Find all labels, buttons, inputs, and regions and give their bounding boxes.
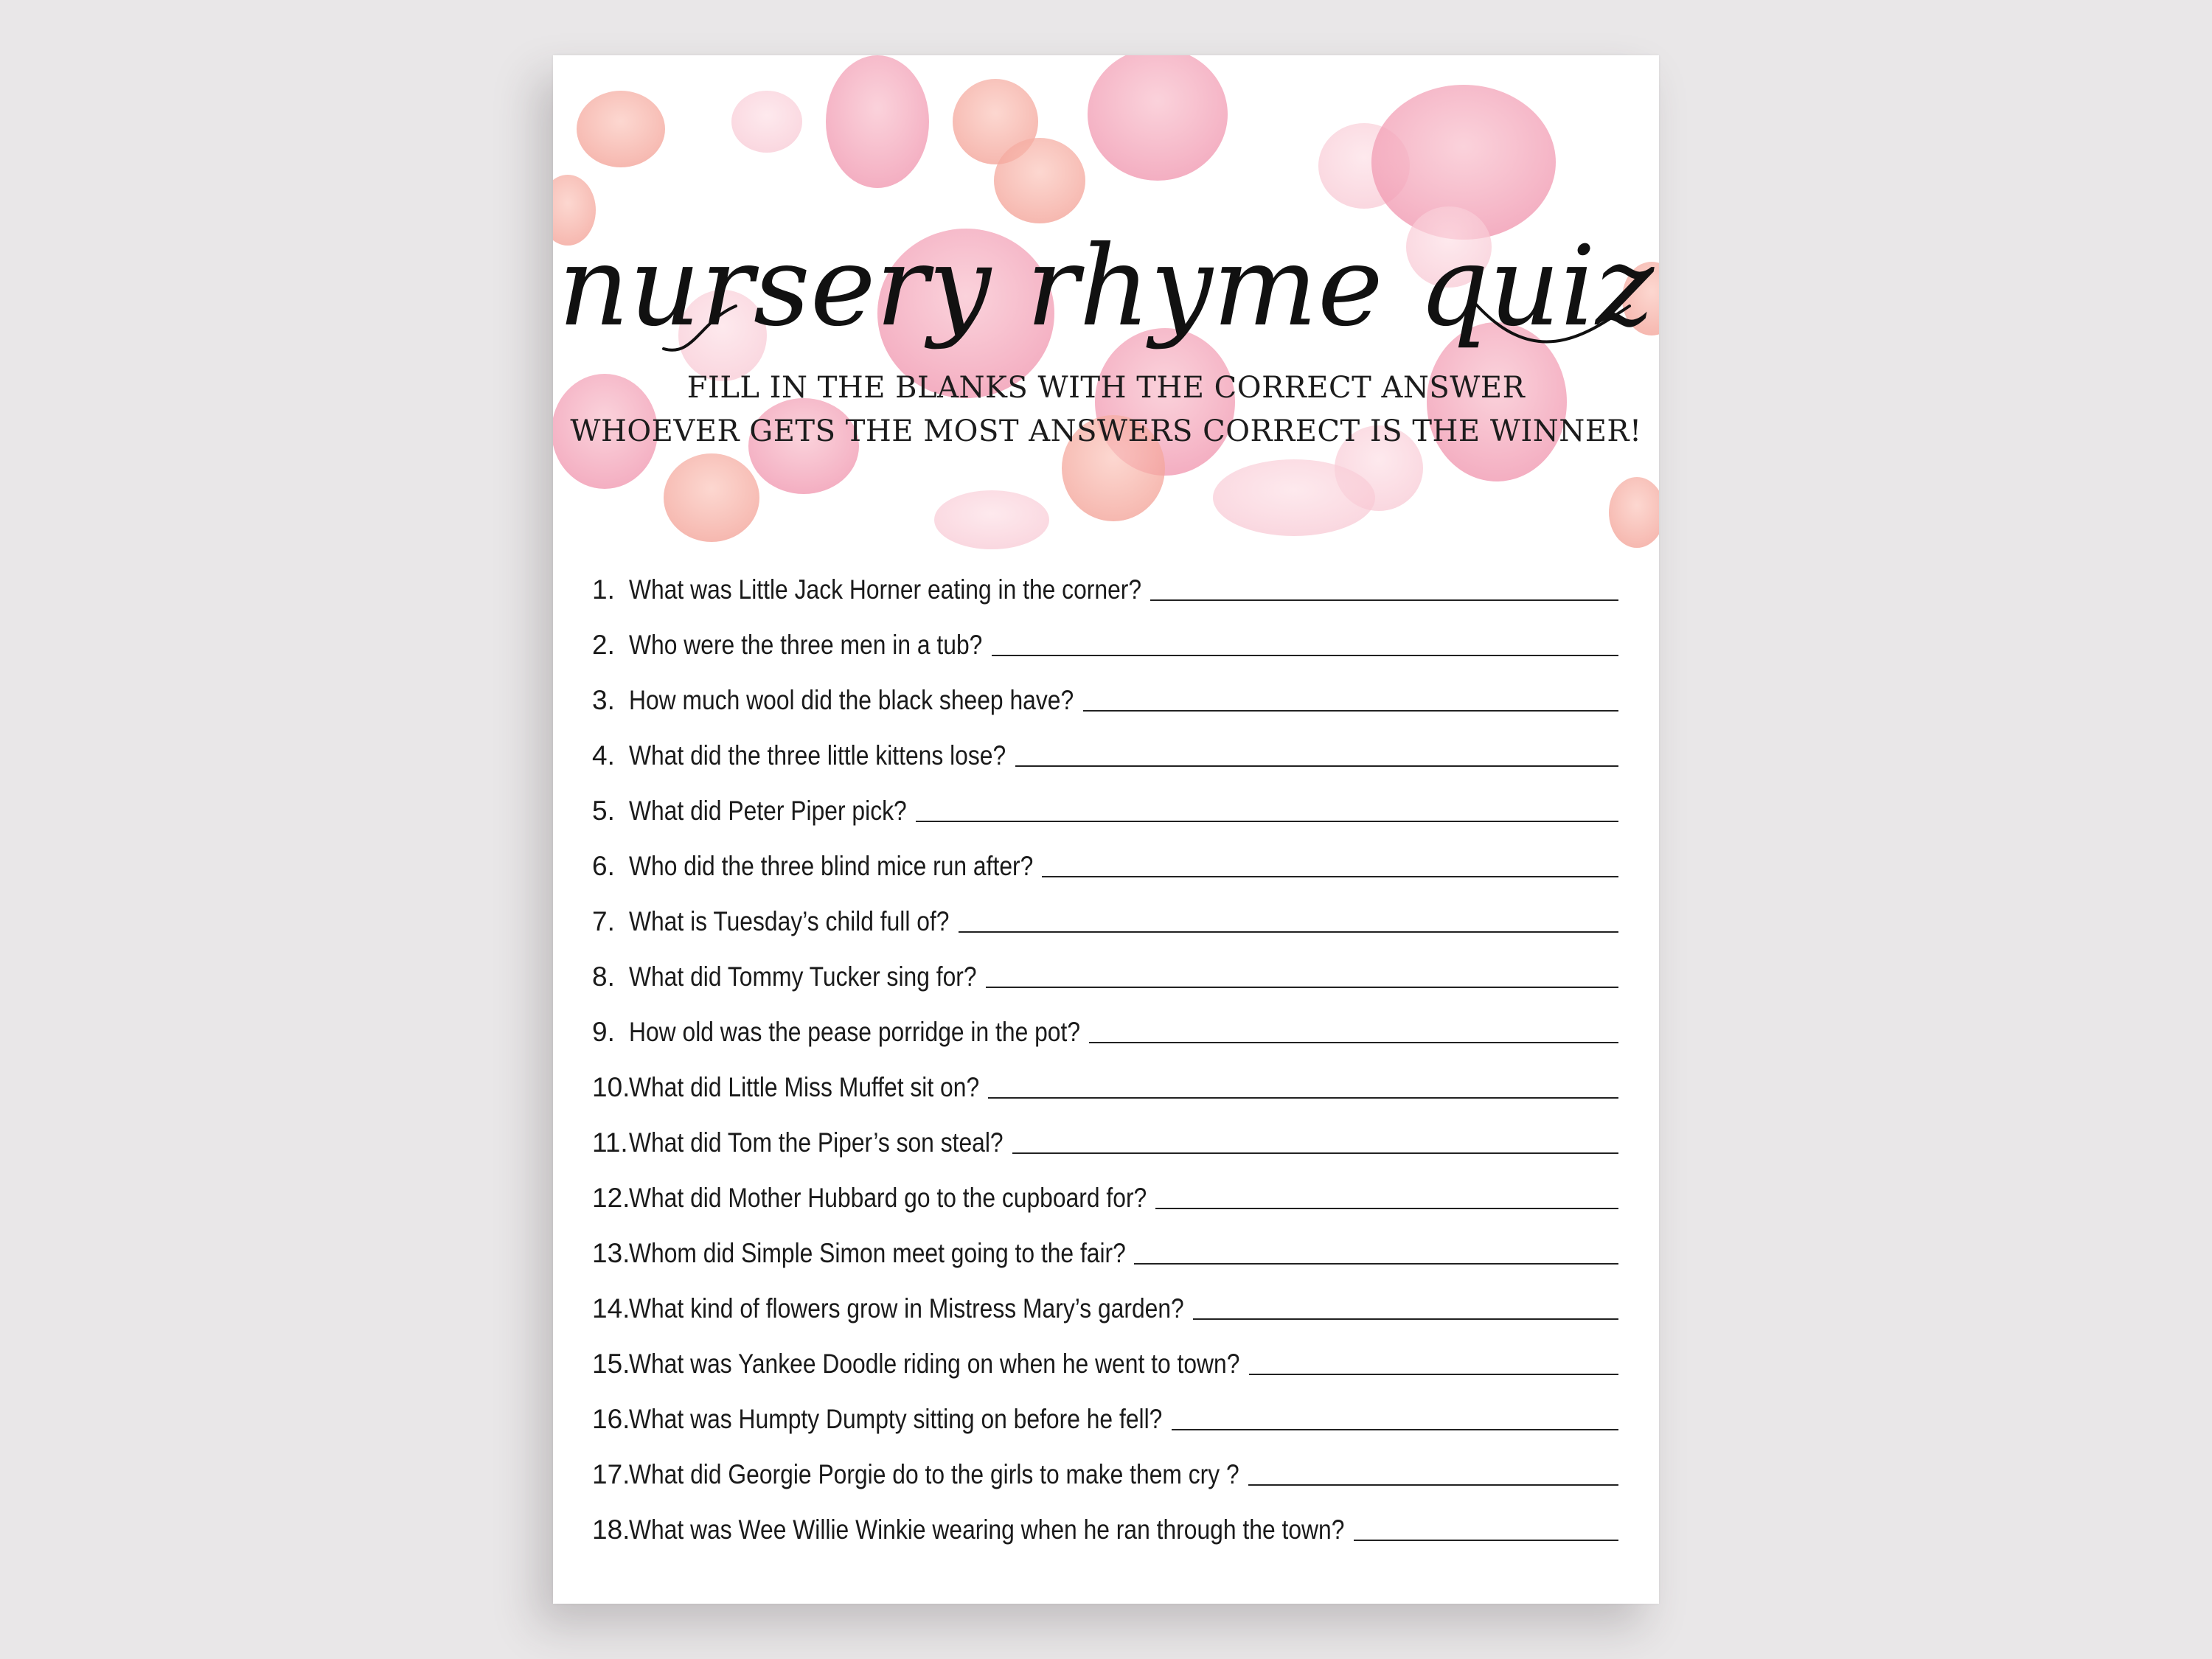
question-text: Who did the three blind mice run after? <box>629 851 1034 881</box>
question-item <box>592 627 1618 682</box>
question-item <box>592 682 1618 737</box>
question-text: How old was the pease porridge in the pot? <box>629 1017 1081 1047</box>
question-item <box>592 1235 1618 1290</box>
answer-blank[interactable] <box>916 793 1618 822</box>
question-text: What did Tommy Tucker sing for? <box>629 961 977 992</box>
question-item <box>592 1290 1618 1346</box>
question-number: 12. <box>592 1183 630 1213</box>
question-item <box>592 793 1618 848</box>
question-number: 3. <box>592 685 615 715</box>
question-number: 2. <box>592 630 615 660</box>
answer-blank[interactable] <box>1249 1346 1618 1375</box>
question-text: Whom did Simple Simon meet going to the fair? <box>629 1238 1126 1268</box>
question-item <box>592 1180 1618 1235</box>
question-item <box>592 1456 1618 1512</box>
answer-blank[interactable] <box>1012 1124 1618 1154</box>
answer-blank[interactable] <box>1083 682 1618 712</box>
question-text: What did Georgie Porgie do to the girls to make them cry ? <box>629 1459 1239 1489</box>
question-text: What was Wee Willie Winkie wearing when he ran through the town? <box>629 1514 1345 1545</box>
question-text: What did Tom the Piper’s son steal? <box>629 1127 1004 1158</box>
question-text: Who were the three men in a tub? <box>629 630 983 660</box>
answer-blank[interactable] <box>1248 1456 1618 1486</box>
answer-blank[interactable] <box>1155 1180 1618 1209</box>
question-number: 4. <box>592 740 615 771</box>
question-text: How much wool did the black sheep have? <box>629 685 1074 715</box>
question-item <box>592 1512 1618 1567</box>
answer-blank[interactable] <box>1193 1290 1618 1320</box>
answer-blank[interactable] <box>1015 737 1618 767</box>
question-text: What kind of flowers grow in Mistress Mary’s garden? <box>629 1293 1184 1324</box>
question-number: 7. <box>592 906 615 936</box>
question-item <box>592 1401 1618 1456</box>
answer-blank[interactable] <box>1150 571 1618 601</box>
answer-blank[interactable] <box>1172 1401 1618 1430</box>
question-text: What was Little Jack Horner eating in the corner? <box>629 574 1142 605</box>
question-text: What was Humpty Dumpty sitting on before he fell? <box>629 1404 1163 1434</box>
question-item <box>592 959 1618 1014</box>
quiz-title-text: nursery rhyme quiz <box>557 223 1655 351</box>
question-number: 13. <box>592 1238 630 1268</box>
question-item <box>592 1124 1618 1180</box>
question-item <box>592 737 1618 793</box>
question-number: 18. <box>592 1514 630 1545</box>
question-text: What did Mother Hubbard go to the cupboard for? <box>629 1183 1147 1213</box>
question-number: 8. <box>592 961 615 992</box>
question-item <box>592 1014 1618 1069</box>
question-text: What is Tuesday’s child full of? <box>629 906 950 936</box>
answer-blank[interactable] <box>1354 1512 1618 1541</box>
question-number: 1. <box>592 574 615 605</box>
answer-blank[interactable] <box>1042 848 1618 877</box>
answer-blank[interactable] <box>986 959 1618 988</box>
question-number: 16. <box>592 1404 630 1434</box>
question-text: What did the three little kittens lose? <box>629 740 1006 771</box>
question-number: 6. <box>592 851 615 881</box>
question-item <box>592 1069 1618 1124</box>
instructions-line-1: FILL IN THE BLANKS WITH THE CORRECT ANSWER <box>686 371 1526 405</box>
question-item <box>592 848 1618 903</box>
question-number: 15. <box>592 1349 630 1379</box>
question-number: 14. <box>592 1293 630 1324</box>
questions-list <box>592 571 1618 1567</box>
answer-blank[interactable] <box>1089 1014 1618 1043</box>
question-number: 17. <box>592 1459 630 1489</box>
answer-blank[interactable] <box>1134 1235 1618 1265</box>
question-number: 5. <box>592 796 615 826</box>
question-text: What was Yankee Doodle riding on when he went to town? <box>629 1349 1240 1379</box>
answer-blank[interactable] <box>988 1069 1618 1099</box>
question-number: 11. <box>592 1127 628 1158</box>
instructions-line-2: WHOEVER GETS THE MOST ANSWERS CORRECT IS THE WINNER! <box>570 414 1642 448</box>
answer-blank[interactable] <box>992 627 1618 656</box>
question-item <box>592 1346 1618 1401</box>
question-text: What did Peter Piper pick? <box>629 796 907 826</box>
question-number: 10. <box>592 1072 630 1102</box>
question-item <box>592 903 1618 959</box>
question-item <box>592 571 1618 627</box>
answer-blank[interactable] <box>959 903 1618 933</box>
quiz-card <box>553 55 1659 1604</box>
question-text: What did Little Miss Muffet sit on? <box>629 1072 980 1102</box>
question-number: 9. <box>592 1017 615 1047</box>
